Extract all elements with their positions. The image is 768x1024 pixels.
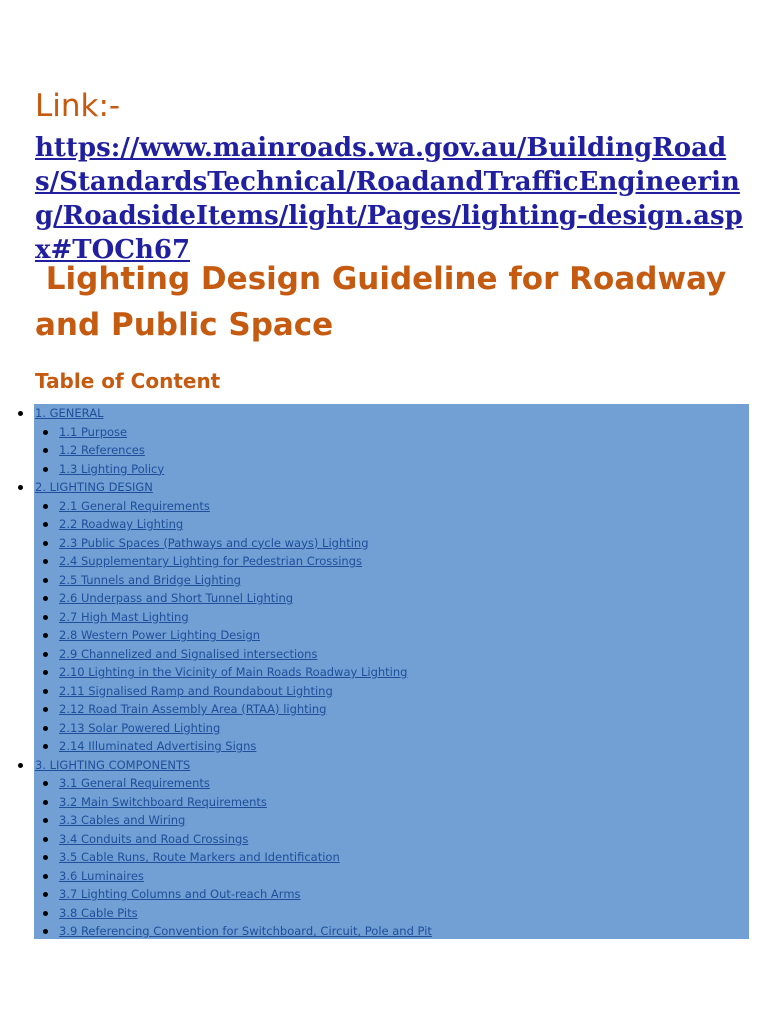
bullet-icon xyxy=(43,929,48,934)
toc-link[interactable]: 2.1 General Requirements xyxy=(59,498,210,513)
toc-item xyxy=(0,811,768,830)
toc-link[interactable]: 2.14 Illuminated Advertising Signs xyxy=(59,739,257,753)
toc-item xyxy=(0,478,768,497)
toc-link[interactable]: 2.12 Road Train Assembly Area (RTAA) lighting xyxy=(59,702,327,716)
bullet-icon xyxy=(43,578,48,583)
toc-link[interactable]: 3.5 Cable Runs, Route Markers and Identification xyxy=(59,850,340,864)
toc-item xyxy=(0,700,768,719)
bullet-icon xyxy=(18,411,23,416)
bullet-icon xyxy=(43,541,48,546)
toc-item xyxy=(0,515,768,534)
link-label: Link:- xyxy=(35,88,121,124)
toc-link[interactable]: 1.3 Lighting Policy xyxy=(59,461,165,476)
toc-item xyxy=(0,552,768,571)
bullet-icon xyxy=(43,837,48,842)
bullet-icon xyxy=(43,652,48,657)
bullet-icon xyxy=(43,892,48,897)
bullet-icon xyxy=(43,726,48,731)
bullet-icon xyxy=(43,707,48,712)
toc-link[interactable]: 2.3 Public Spaces (Pathways and cycle ways) Lighting xyxy=(59,535,369,550)
bullet-icon xyxy=(43,504,48,509)
toc-link[interactable]: 3.4 Conduits and Road Crossings xyxy=(59,831,249,846)
bullet-icon xyxy=(43,615,48,620)
bullet-icon xyxy=(43,911,48,916)
document-title: Lighting Design Guideline for Roadway and Public Space xyxy=(35,261,738,343)
toc-link[interactable]: 1.1 Purpose xyxy=(59,424,128,439)
toc-item xyxy=(0,626,768,645)
toc-link[interactable]: 3.1 General Requirements xyxy=(59,776,210,790)
toc-item xyxy=(0,774,768,793)
toc-heading: Table of Content xyxy=(35,369,221,393)
toc-link[interactable]: 3.2 Main Switchboard Requirements xyxy=(59,794,267,809)
bullet-icon xyxy=(43,467,48,472)
toc-item xyxy=(0,423,768,442)
toc-link[interactable]: 3.6 Luminaires xyxy=(59,868,144,883)
toc-link[interactable]: 3.8 Cable Pits xyxy=(59,905,138,920)
bullet-icon xyxy=(43,448,48,453)
bullet-icon xyxy=(43,559,48,564)
toc-link[interactable]: 3. LIGHTING COMPONENTS xyxy=(35,757,191,772)
toc-item xyxy=(0,441,768,460)
toc-link[interactable]: 2. LIGHTING DESIGN xyxy=(35,480,153,494)
bullet-icon xyxy=(43,818,48,823)
bullet-icon xyxy=(43,430,48,435)
toc-link[interactable]: 2.4 Supplementary Lighting for Pedestrian Crossings xyxy=(59,554,363,568)
toc-link[interactable]: 1.2 References xyxy=(59,443,145,457)
toc-link[interactable]: 3.9 Referencing Convention for Switchboard, Circuit, Pole and Pit xyxy=(59,924,432,938)
toc-item xyxy=(0,719,768,738)
bullet-icon xyxy=(43,781,48,786)
toc-link[interactable]: 3.3 Cables and Wiring xyxy=(59,813,186,827)
toc-link[interactable]: 2.7 High Mast Lighting xyxy=(59,609,189,624)
toc-item xyxy=(0,793,768,812)
toc-item xyxy=(0,608,768,627)
toc-item xyxy=(0,682,768,701)
bullet-icon xyxy=(18,763,23,768)
source-url-link[interactable]: https://www.mainroads.wa.gov.au/BuildingRoads/StandardsTechnical/RoadandTrafficEngineering/RoadsideItems/light/Pages/lighting-design.aspx#TOCh67 xyxy=(35,133,743,265)
toc-item xyxy=(0,460,768,479)
toc-item xyxy=(0,534,768,553)
toc-item xyxy=(0,737,768,756)
toc-link[interactable]: 2.10 Lighting in the Vicinity of Main Roads Roadway Lighting xyxy=(59,665,408,679)
toc-link[interactable]: 2.9 Channelized and Signalised intersections xyxy=(59,646,318,661)
bullet-icon xyxy=(18,485,23,490)
bullet-icon xyxy=(43,855,48,860)
table-of-contents xyxy=(0,404,768,941)
toc-item xyxy=(0,848,768,867)
toc-link[interactable]: 2.11 Signalised Ramp and Roundabout Lighting xyxy=(59,683,333,698)
bullet-icon xyxy=(43,522,48,527)
toc-item xyxy=(0,830,768,849)
bullet-icon xyxy=(43,670,48,675)
toc-item xyxy=(0,663,768,682)
toc-item xyxy=(0,756,768,775)
toc-item xyxy=(0,922,768,941)
toc-item xyxy=(0,904,768,923)
toc-link[interactable]: 2.5 Tunnels and Bridge Lighting xyxy=(59,572,241,587)
toc-item xyxy=(0,497,768,516)
bullet-icon xyxy=(43,633,48,638)
bullet-icon xyxy=(43,689,48,694)
toc-item xyxy=(0,885,768,904)
toc-item xyxy=(0,589,768,608)
toc-item xyxy=(0,867,768,886)
bullet-icon xyxy=(43,596,48,601)
toc-item xyxy=(0,404,768,423)
toc-link[interactable]: 2.2 Roadway Lighting xyxy=(59,517,184,531)
bullet-icon xyxy=(43,874,48,879)
toc-item xyxy=(0,645,768,664)
toc-link[interactable]: 2.8 Western Power Lighting Design xyxy=(59,628,261,642)
toc-link[interactable]: 1. GENERAL xyxy=(35,406,104,420)
bullet-icon xyxy=(43,800,48,805)
bullet-icon xyxy=(43,744,48,749)
toc-link[interactable]: 2.13 Solar Powered Lighting xyxy=(59,720,221,735)
toc-item xyxy=(0,571,768,590)
toc-link[interactable]: 2.6 Underpass and Short Tunnel Lighting xyxy=(59,591,294,605)
toc-link[interactable]: 3.7 Lighting Columns and Out-reach Arms xyxy=(59,887,301,901)
